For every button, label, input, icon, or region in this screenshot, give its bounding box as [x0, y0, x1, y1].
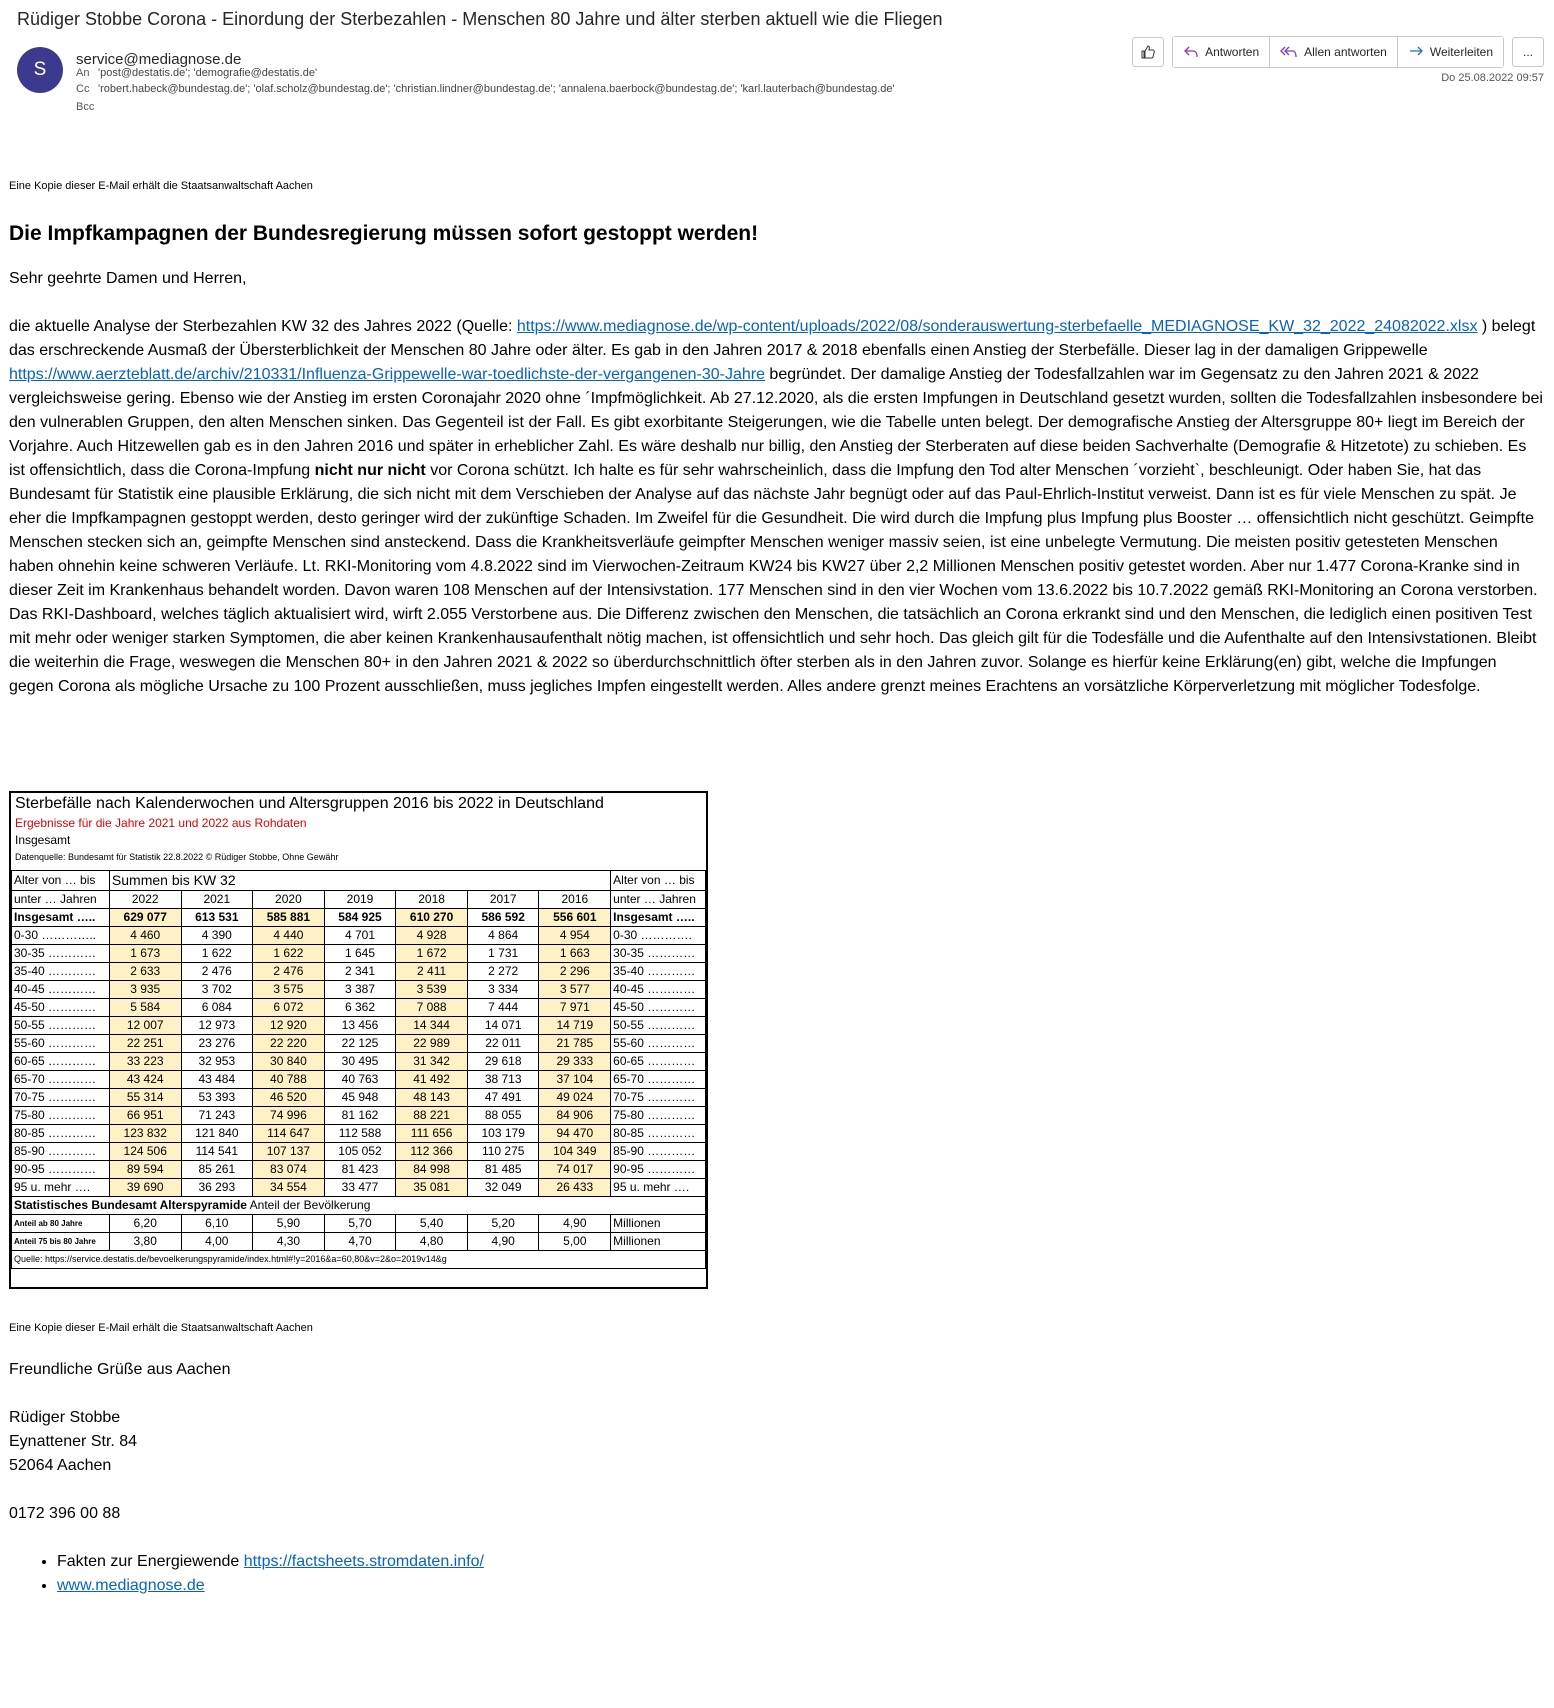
age-label: 80-85 …………	[12, 1125, 110, 1143]
age-label: 75-80 …………	[12, 1107, 110, 1125]
value-cell: 121 840	[181, 1125, 253, 1143]
value-cell: 37 104	[539, 1071, 611, 1089]
age-label: 30-35 …………	[12, 945, 110, 963]
pyramid-label: Anteil 75 bis 80 Jahre	[12, 1233, 110, 1251]
age-label-right: 90-95 …………	[611, 1161, 706, 1179]
to-recipients[interactable]: 'post@destatis.de'; 'demografie@destatis.de'	[98, 67, 318, 79]
value-cell: 55 314	[109, 1089, 181, 1107]
table-row	[12, 1017, 706, 1035]
value-cell: 4 864	[467, 927, 539, 945]
forward-icon	[1408, 45, 1424, 59]
table-row	[12, 1161, 706, 1179]
value-cell: 84 998	[396, 1161, 468, 1179]
age-label-right: 85-90 …………	[611, 1143, 706, 1161]
value-cell: 5 584	[109, 999, 181, 1017]
email-subject: Rüdiger Stobbe Corona - Einordung der Sterbezahlen - Menschen 80 Jahre und älter sterben aktuell wie die Fliegen	[17, 9, 943, 29]
value-cell: 4 928	[396, 927, 468, 945]
pyramid-label: Anteil ab 80 Jahre	[12, 1215, 110, 1233]
pyramid-value: 5,90	[253, 1215, 325, 1233]
value-cell: 114 647	[253, 1125, 325, 1143]
year-cell: 2018	[396, 891, 468, 909]
value-cell: 1 622	[181, 945, 253, 963]
value-cell: 13 456	[324, 1017, 396, 1035]
pyramid-value: 6,10	[181, 1215, 253, 1233]
value-cell: 6 362	[324, 999, 396, 1017]
age-label: 90-95 …………	[12, 1161, 110, 1179]
value-cell: 38 713	[467, 1071, 539, 1089]
value-cell: 22 989	[396, 1035, 468, 1053]
value-cell: 29 618	[467, 1053, 539, 1071]
pyramid-row	[12, 1233, 706, 1251]
value-cell: 4 460	[109, 927, 181, 945]
value-cell: 4 954	[539, 927, 611, 945]
value-cell: 48 143	[396, 1089, 468, 1107]
stat-grid	[11, 870, 706, 1269]
value-cell: 23 276	[181, 1035, 253, 1053]
bcc-label: Bcc	[76, 101, 95, 113]
value-cell: 34 554	[253, 1179, 325, 1197]
age-label: 45-50 …………	[12, 999, 110, 1017]
value-cell: 103 179	[467, 1125, 539, 1143]
year-cell: 2020	[253, 891, 325, 909]
closing: Freundliche Grüße aus Aachen	[9, 1361, 231, 1378]
value-cell: 7 444	[467, 999, 539, 1017]
value-cell: 110 275	[467, 1143, 539, 1161]
age-label-right: 30-35 …………	[611, 945, 706, 963]
value-cell: 3 334	[467, 981, 539, 999]
total-cell: 585 881	[253, 909, 325, 927]
value-cell: 32 953	[181, 1053, 253, 1071]
header-right-1: Alter von … bis	[611, 871, 706, 891]
value-cell: 39 690	[109, 1179, 181, 1197]
value-cell: 32 049	[467, 1179, 539, 1197]
total-label: Insgesamt …..	[12, 909, 110, 927]
thumbs-up-icon	[1140, 44, 1156, 60]
pyramid-title-row	[12, 1197, 706, 1215]
value-cell: 1 731	[467, 945, 539, 963]
table-row	[12, 1089, 706, 1107]
value-cell: 71 243	[181, 1107, 253, 1125]
value-cell: 47 491	[467, 1089, 539, 1107]
value-cell: 88 221	[396, 1107, 468, 1125]
value-cell: 83 074	[253, 1161, 325, 1179]
value-cell: 33 477	[324, 1179, 396, 1197]
more-icon: ...	[1522, 45, 1533, 59]
email-actions	[1132, 36, 1544, 68]
table-title: Sterbefälle nach Kalenderwochen und Altersgruppen 2016 bis 2022 in Deutschland	[15, 795, 604, 812]
signature-street: Eynattener Str. 84	[9, 1433, 138, 1450]
value-cell: 4 390	[181, 927, 253, 945]
value-cell: 107 137	[253, 1143, 325, 1161]
value-cell: 12 973	[181, 1017, 253, 1035]
value-cell: 7 971	[539, 999, 611, 1017]
aerzteblatt-link[interactable]: https://www.aerzteblatt.de/archiv/210331/Influenza-Grippewelle-war-toedlichste-der-vergangenen-30-Jahre	[9, 366, 765, 383]
value-cell: 85 261	[181, 1161, 253, 1179]
headline: Die Impfkampagnen der Bundesregierung müssen sofort gestoppt werden!	[9, 222, 759, 245]
value-cell: 112 588	[324, 1125, 396, 1143]
header-right-2: unter … Jahren	[611, 891, 706, 909]
p1-bold: nicht nur nicht	[314, 462, 426, 479]
year-cell: 2022	[109, 891, 181, 909]
value-cell: 26 433	[539, 1179, 611, 1197]
age-label: 85-90 …………	[12, 1143, 110, 1161]
value-cell: 43 484	[181, 1071, 253, 1089]
year-cell: 2017	[467, 891, 539, 909]
pyramid-value: 4,90	[467, 1233, 539, 1251]
age-label-right: 95 u. mehr ….	[611, 1179, 706, 1197]
reply-button[interactable]	[1173, 37, 1270, 67]
table-row	[12, 1035, 706, 1053]
value-cell: 112 366	[396, 1143, 468, 1161]
value-cell: 40 788	[253, 1071, 325, 1089]
value-cell: 124 506	[109, 1143, 181, 1161]
value-cell: 29 333	[539, 1053, 611, 1071]
value-cell: 12 920	[253, 1017, 325, 1035]
value-cell: 12 007	[109, 1017, 181, 1035]
age-label-right: 50-55 …………	[611, 1017, 706, 1035]
age-label: 35-40 …………	[12, 963, 110, 981]
age-label: 55-60 …………	[12, 1035, 110, 1053]
copy-note-bottom: Eine Kopie dieser E-Mail erhält die Staatsanwaltschaft Aachen	[9, 1322, 313, 1334]
value-cell: 30 840	[253, 1053, 325, 1071]
value-cell: 22 220	[253, 1035, 325, 1053]
table-row	[12, 963, 706, 981]
value-cell: 1 645	[324, 945, 396, 963]
value-cell: 7 088	[396, 999, 468, 1017]
total-cell: 586 592	[467, 909, 539, 927]
value-cell: 6 072	[253, 999, 325, 1017]
source-row	[12, 1251, 706, 1269]
value-cell: 2 341	[324, 963, 396, 981]
value-cell: 81 162	[324, 1107, 396, 1125]
table-row	[12, 927, 706, 945]
cc-label: Cc	[76, 83, 90, 95]
age-label-right: 80-85 …………	[611, 1125, 706, 1143]
pyramid-value: 6,20	[109, 1215, 181, 1233]
value-cell: 49 024	[539, 1089, 611, 1107]
value-cell: 2 296	[539, 963, 611, 981]
value-cell: 31 342	[396, 1053, 468, 1071]
value-cell: 36 293	[181, 1179, 253, 1197]
cc-line	[76, 83, 895, 95]
value-cell: 43 424	[109, 1071, 181, 1089]
factsheets-link[interactable]: https://factsheets.stromdaten.info/	[243, 1553, 484, 1570]
p1-c: begründet. Der damalige Anstieg der Todesfallzahlen war im Gegensatz zu den Jahren 2021 & 2022 vergleichsweise gering. Ebenso wie der Anstieg im ersten Coronajahr 2020 ohne ´Impfmöglichkeit. Ab 27.12.2020, als die ersten Impfungen in Deutschland gesetzt wurden, sollten die Todesfallzahlen insbesondere bei den vulnerablen Gruppen, den alten Menschen sinken. Das Gegenteil ist der Fall. Es gibt exorbitante Steigerungen, wie die Tabelle unten belegt. Der demografische Anstieg der Altersgruppe 80+ liegt im Bereich der Vorjahre. Auch Hitzewellen gab es in den Jahren 2016 und später in erheblicher Zahl. Es wäre deshalb nur billig, den Anstieg der Sterberaten auf diese beiden Sachverhalte (Demografie & Hitzetote) zu schieben. Es ist offensichtlich, dass die Corona-Impfung	[9, 366, 1543, 479]
value-cell: 4 440	[253, 927, 325, 945]
value-cell: 40 763	[324, 1071, 396, 1089]
main-paragraph	[9, 315, 1545, 699]
age-label: 0-30 …………..	[12, 927, 110, 945]
value-cell: 81 423	[324, 1161, 396, 1179]
pyramid-unit: Millionen	[611, 1215, 706, 1233]
value-cell: 41 492	[396, 1071, 468, 1089]
value-cell: 2 476	[181, 963, 253, 981]
value-cell: 3 702	[181, 981, 253, 999]
age-label: 40-45 …………	[12, 981, 110, 999]
table-source-top: Datenquelle: Bundesamt für Statistik 22.8.2022 © Rüdiger Stobbe, Ohne Gewähr	[15, 852, 339, 862]
pyramid-title-bold: Statistisches Bundesamt Alterspyramide	[14, 1198, 247, 1212]
email-body	[9, 180, 1545, 699]
table-row	[12, 1107, 706, 1125]
value-cell: 84 906	[539, 1107, 611, 1125]
age-label: 60-65 …………	[12, 1053, 110, 1071]
reply-all-icon	[1280, 45, 1298, 59]
p1-b: ) belegt das erschreckende Ausmaß der Übersterblichkeit der Menschen 80 Jahre oder älter. Es gab in den Jahren 2017 & 2018 ebenfalls einen Anstieg der Sterbefälle. Dieser lag in der damaligen Grippewelle	[9, 318, 1536, 359]
table-row	[12, 1071, 706, 1089]
value-cell: 35 081	[396, 1179, 468, 1197]
email-footer	[9, 1322, 1545, 1598]
avatar[interactable]: S	[17, 47, 63, 93]
signature-phone: 0172 396 00 88	[9, 1505, 121, 1522]
mortality-table	[9, 791, 708, 1289]
value-cell: 22 251	[109, 1035, 181, 1053]
pyramid-value: 5,20	[467, 1215, 539, 1233]
total-cell: 613 531	[181, 909, 253, 927]
reply-icon	[1183, 45, 1199, 59]
pyramid-value: 3,80	[109, 1233, 181, 1251]
header-left-2: unter … Jahren	[12, 891, 110, 909]
pyramid-value: 4,70	[324, 1233, 396, 1251]
list-item	[57, 1574, 1545, 1598]
total-cell: 584 925	[324, 909, 396, 927]
reply-label: Antworten	[1205, 45, 1260, 59]
value-cell: 1 672	[396, 945, 468, 963]
bullet1-text: Fakten zur Energiewende	[57, 1553, 244, 1570]
age-label-right: 0-30 ………….	[611, 927, 706, 945]
pyramid-value: 4,00	[181, 1233, 253, 1251]
table-row	[12, 999, 706, 1017]
reply-all-button[interactable]	[1270, 37, 1398, 67]
table-row	[12, 981, 706, 999]
value-cell: 114 541	[181, 1143, 253, 1161]
age-label-right: 35-40 …………	[611, 963, 706, 981]
value-cell: 33 223	[109, 1053, 181, 1071]
value-cell: 3 387	[324, 981, 396, 999]
more-actions-button[interactable]	[1512, 37, 1544, 67]
value-cell: 89 594	[109, 1161, 181, 1179]
value-cell: 111 656	[396, 1125, 468, 1143]
age-label-right: 60-65 …………	[611, 1053, 706, 1071]
value-cell: 14 071	[467, 1017, 539, 1035]
p1-d: vor Corona schützt. Ich halte es für sehr wahrscheinlich, dass die Impfung den Tod alter Menschen ´vorzieht`, beschleunigt. Oder haben Sie, hat das Bundesamt für Statistik eine plausible Erklärung, die sich nicht mit dem Verschieben der Analyse auf das nächste Jahr begnügt oder auf das Paul-Ehrlich-Institut verweist. Dann ist es für viele Menschen zu spät. Je eher die Impfkampagnen gestoppt werden, desto geringer wird der zukünftige Schaden. Im Zweifel für die Gesundheit. Die wird durch die Impfung plus Impfung plus Booster … offensichtlich nicht geschützt. Geimpfte Menschen stecken sich an, geimpfte Menschen sind ansteckend. Dass die Krankheitsverläufe geimpfter Menschen weniger massiv seien, ist eine unbelegte Vermutung. Die meisten positiv getesteten Menschen haben ohnehin keine schweren Verläufe. Lt. RKI-Monitoring vom 4.8.2022 sind im Vierwochen-Zeitraum KW24 bis KW27 über 2,2 Millionen Menschen positiv getestet worden. Aber nur 1.477 Corona-Kranke sind in dieser Zeit im Krankenhaus behandelt worden. Davon waren 108 Menschen auf der Intensivstation. 177 Menschen sind in den vier Wochen vom 13.6.2022 bis 10.7.2022 gemäß RKI-Monitoring an Corona verstorben. Das RKI-Dashboard, welches täglich aktualisiert wird, wirft 2.055 Verstorbene aus. Die Differenz zwischen den Menschen, die tatsächlich an Corona erkrankt sind und den Menschen, die lediglich einen positiven Test mit mehr oder weniger starken Symptomen, die aber keinen Krankenhausaufenthalt nötig machen, ist offensichtlich und sehr hoch. Das gleich gilt für die Todesfälle und die Aufenthalte auf den Intensivstationen. Bleibt die weiterhin die Frage, weswegen die Menschen 80+ in den Jahren 2021 & 2022 so überdurchschnittlich öfter sterben als in den Jahren zuvor. Solange es hierfür keine Erklärung(en) gibt, welche die Impfungen gegen Corona als mögliche Ursache zu 100 Prozent ausschließen, muss jegliches Impfen eingestellt werden. Alles andere grenzt meines Erachtens an vorsätzliche Körperverletzung mit möglicher Todesfolge.	[9, 462, 1538, 695]
total-row	[12, 909, 706, 927]
header-left-1: Alter von … bis	[12, 871, 110, 891]
links-list	[9, 1550, 1545, 1598]
table-row	[12, 1053, 706, 1071]
copy-note: Eine Kopie dieser E-Mail erhält die Staatsanwaltschaft Aachen	[9, 180, 313, 192]
signature-name: Rüdiger Stobbe	[9, 1409, 121, 1426]
total-cell: 629 077	[109, 909, 181, 927]
value-cell: 14 719	[539, 1017, 611, 1035]
value-cell: 22 125	[324, 1035, 396, 1053]
table-row	[12, 945, 706, 963]
total-cell: 610 270	[396, 909, 468, 927]
xlsx-link[interactable]: https://www.mediagnose.de/wp-content/uploads/2022/08/sonderauswertung-sterbefaelle_MEDIAGNOSE_KW_32_2022_24082022.xlsx	[516, 318, 1478, 335]
age-label-right: 45-50 …………	[611, 999, 706, 1017]
age-label-right: 70-75 …………	[611, 1089, 706, 1107]
value-cell: 30 495	[324, 1053, 396, 1071]
reply-group	[1172, 36, 1504, 68]
pyramid-value: 5,00	[539, 1233, 611, 1251]
forward-label: Weiterleiten	[1429, 45, 1493, 59]
value-cell: 2 476	[253, 963, 325, 981]
greeting: Sehr geehrte Damen und Herren,	[9, 270, 247, 287]
total-cell: 556 601	[539, 909, 611, 927]
age-label-right: 40-45 …………	[611, 981, 706, 999]
value-cell: 1 673	[109, 945, 181, 963]
value-cell: 66 951	[109, 1107, 181, 1125]
value-cell: 123 832	[109, 1125, 181, 1143]
table-subtitle: Insgesamt	[15, 833, 71, 847]
header-row-2	[12, 891, 706, 909]
year-cell: 2019	[324, 891, 396, 909]
value-cell: 94 470	[539, 1125, 611, 1143]
age-label: 95 u. mehr ….	[12, 1179, 110, 1197]
value-cell: 2 411	[396, 963, 468, 981]
reply-all-label: Allen antworten	[1304, 45, 1387, 59]
table-row	[12, 1125, 706, 1143]
value-cell: 74 996	[253, 1107, 325, 1125]
value-cell: 3 577	[539, 981, 611, 999]
value-cell: 2 272	[467, 963, 539, 981]
value-cell: 4 701	[324, 927, 396, 945]
year-cell: 2021	[181, 891, 253, 909]
table-subtitle-red: Ergebnisse für die Jahre 2021 und 2022 aus Rohdaten	[15, 816, 307, 830]
header-sum: Summen bis KW 32	[109, 871, 610, 891]
value-cell: 46 520	[253, 1089, 325, 1107]
mediagnose-link[interactable]: www.mediagnose.de	[57, 1577, 205, 1594]
value-cell: 6 084	[181, 999, 253, 1017]
value-cell: 45 948	[324, 1089, 396, 1107]
pyramid-value: 4,80	[396, 1233, 468, 1251]
value-cell: 104 349	[539, 1143, 611, 1161]
age-label: 65-70 …………	[12, 1071, 110, 1089]
total-label-right: Insgesamt …..	[611, 909, 706, 927]
table-source-bottom: Quelle: https://service.destatis.de/bevoelkerungspyramide/index.html#!y=2016&a=60,80&v=2&o=2019v14&g	[12, 1251, 706, 1269]
value-cell: 22 011	[467, 1035, 539, 1053]
to-line	[76, 67, 317, 79]
value-cell: 14 344	[396, 1017, 468, 1035]
value-cell: 74 017	[539, 1161, 611, 1179]
list-item	[57, 1550, 1545, 1574]
value-cell: 2 633	[109, 963, 181, 981]
email-date: Do 25.08.2022 09:57	[1441, 72, 1544, 84]
value-cell: 3 575	[253, 981, 325, 999]
age-label-right: 75-80 …………	[611, 1107, 706, 1125]
cc-recipients[interactable]: 'robert.habeck@bundestag.de'; 'olaf.scholz@bundestag.de'; 'christian.lindner@bundestag.de'; 'annalena.baerbock@bundestag.de'; 'karl.lauterbach@bundestag.de'	[98, 83, 895, 95]
pyramid-title: Anteil der Bevölkerung	[246, 1198, 371, 1212]
value-cell: 3 539	[396, 981, 468, 999]
year-cell: 2016	[539, 891, 611, 909]
sender-address[interactable]: service@mediagnose.de	[76, 51, 242, 68]
value-cell: 53 393	[181, 1089, 253, 1107]
pyramid-value: 4,30	[253, 1233, 325, 1251]
age-label: 50-55 …………	[12, 1017, 110, 1035]
value-cell: 3 935	[109, 981, 181, 999]
table-row	[12, 1179, 706, 1197]
pyramid-value: 4,90	[539, 1215, 611, 1233]
to-label: An	[76, 67, 90, 79]
age-label-right: 55-60 …………	[611, 1035, 706, 1053]
header-row-1	[12, 871, 706, 891]
age-label-right: 65-70 …………	[611, 1071, 706, 1089]
pyramid-row	[12, 1215, 706, 1233]
table-row	[12, 1143, 706, 1161]
age-label: 70-75 …………	[12, 1089, 110, 1107]
signature-city: 52064 Aachen	[9, 1457, 112, 1474]
p1-a: die aktuelle Analyse der Sterbezahlen KW 32 des Jahres 2022 (Quelle:	[9, 318, 517, 335]
value-cell: 88 055	[467, 1107, 539, 1125]
value-cell: 81 485	[467, 1161, 539, 1179]
value-cell: 105 052	[324, 1143, 396, 1161]
pyramid-value: 5,40	[396, 1215, 468, 1233]
forward-button[interactable]	[1398, 37, 1503, 67]
like-button[interactable]	[1132, 37, 1164, 67]
value-cell: 1 622	[253, 945, 325, 963]
pyramid-unit: Millionen	[611, 1233, 706, 1251]
bcc-line	[76, 101, 98, 113]
value-cell: 1 663	[539, 945, 611, 963]
value-cell: 21 785	[539, 1035, 611, 1053]
pyramid-value: 5,70	[324, 1215, 396, 1233]
